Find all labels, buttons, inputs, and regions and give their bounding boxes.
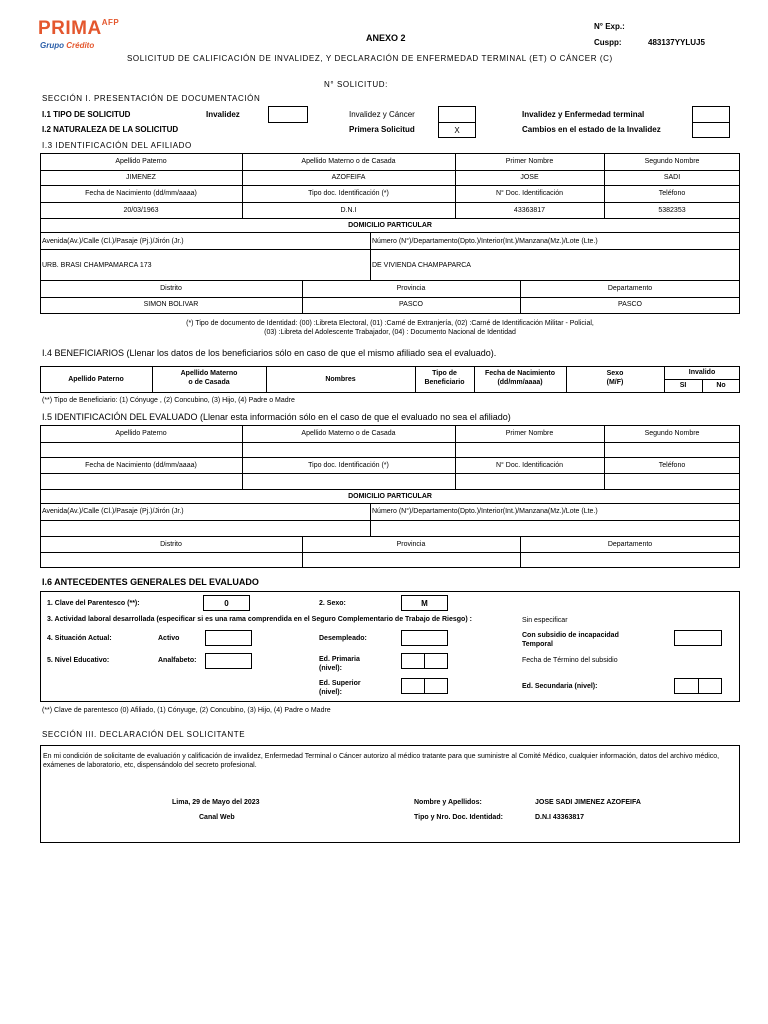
cuspp-value: 483137YYLUJ5 xyxy=(648,38,705,47)
declaracion-text: En mi condición de solicitante de evaluación y calificación de invalidez, Enfermedad Terminal o Cáncer autorizo al médico tratante para que suministre al Comité Médico, cualquier información, datos del archivo médico, exámenes de laboratorio, etc, dispensándolo del secreto profesional. xyxy=(43,753,720,769)
benef-h-sexo-1: Sexo xyxy=(606,370,624,377)
afiliado-h-nacimiento: Fecha de Nacimiento (dd/mm/aaaa) xyxy=(85,190,197,197)
sexo-field[interactable]: M xyxy=(401,595,448,611)
logo-credito-text: Crédito xyxy=(66,41,95,50)
nombre-label: Nombre y Apellidos: xyxy=(414,799,482,806)
annex-title: ANEXO 2 xyxy=(366,33,406,43)
evaluado-h-avenida: Avenida(Av.)/Calle (Cl.)/Pasaje (Pj.)/Jirón (Jr.) xyxy=(42,508,184,515)
nombre-value: JOSE SADI JIMENEZ AZOFEIFA xyxy=(535,799,641,806)
afiliado-numero: DE VIVIENDA CHAMPAPARCA xyxy=(372,262,471,269)
antecedentes-box xyxy=(40,591,740,702)
afiliado-h-avenida: Avenida(Av.)/Calle (Cl.)/Pasaje (Pj.)/Jirón (Jr.) xyxy=(42,238,184,245)
primaria-label-2: (nivel): xyxy=(319,665,342,672)
afiliado-h-nombre1: Primer Nombre xyxy=(505,158,554,165)
benef-h-si: SI xyxy=(679,382,687,389)
benef-h-fecha-2: (dd/mm/aaaa) xyxy=(497,379,543,386)
invalidez-label: Invalidez xyxy=(206,110,240,119)
afiliado-materno: AZOFEIFA xyxy=(331,174,366,181)
section1-title: SECCIÓN I. PRESENTACIÓN DE DOCUMENTACIÓN xyxy=(42,94,261,103)
prima-logo xyxy=(38,18,119,40)
benef-h-nombres: Nombres xyxy=(325,376,356,383)
clave-label: 1. Clave del Parentesco (**): xyxy=(47,600,140,607)
afiliado-nombre2: SADI xyxy=(663,174,681,181)
afiliado-h-paterno: Apellido Paterno xyxy=(115,158,167,165)
invalidez-cancer-label: Invalidez y Cáncer xyxy=(349,110,415,119)
benef-h-no: No xyxy=(716,382,726,389)
antecedentes-note: (**) Clave de parentesco (0) Afiliado, (1) Cónyuge, (2) Concubino, (3) Hijo, (4) Padre o Madre xyxy=(42,707,331,714)
logo-grupo-text: Grupo xyxy=(40,41,64,50)
afiliado-distrito: SIMON BOLIVAR xyxy=(143,301,199,308)
canal: Canal Web xyxy=(199,814,235,821)
benef-h-tipo-1: Tipo de xyxy=(432,370,457,377)
afiliado-nombre1: JOSE xyxy=(520,174,539,181)
evaluado-h-materno: Apellido Materno o de Casada xyxy=(301,430,396,437)
form-title: SOLICITUD DE CALIFICACIÓN DE INVALIDEZ, Y DECLARACIÓN DE ENFERMEDAD TERMINAL (ET) O CÁNCER (C) xyxy=(127,54,613,63)
cambios-checkbox[interactable] xyxy=(692,122,730,138)
doc-value: D.N.I 43363817 xyxy=(535,814,585,821)
evaluado-h-nombre2: Segundo Nombre xyxy=(644,430,700,437)
afiliado-paterno: JIMENEZ xyxy=(126,174,156,181)
benef-h-materno-2: o de Casada xyxy=(188,379,230,386)
subsidio-field[interactable] xyxy=(674,630,722,646)
afiliado-title: I.3 IDENTIFICACIÓN DEL AFILIADO xyxy=(42,141,192,150)
afiliado-avenida: URB. BRASI CHAMPAMARCA 173 xyxy=(42,262,152,269)
naturaleza-label: I.2 NATURALEZA DE LA SOLICITUD xyxy=(42,125,179,134)
evaluado-h-provincia: Provincia xyxy=(396,541,426,548)
evaluado-h-numero: Número (N°)/Departamento(Dpto.)/Interior(Int.)/Manzana(Mz.)/Lote (Lte.) xyxy=(372,508,598,515)
primera-solicitud-label: Primera Solicitud xyxy=(349,125,415,134)
evaluado-h-nombre1: Primer Nombre xyxy=(505,430,554,437)
afiliado-h-provincia: Provincia xyxy=(396,285,426,292)
analfabeto-field[interactable] xyxy=(205,653,252,669)
desempleado-field[interactable] xyxy=(401,630,448,646)
subsidio-label-2: Temporal xyxy=(522,641,553,648)
afiliado-h-nombre2: Segundo Nombre xyxy=(644,158,700,165)
invalidez-terminal-checkbox[interactable] xyxy=(692,106,730,123)
subsidio-label-1: Con subsidio de incapacidad xyxy=(522,632,619,639)
logo-prima-text: PRIMA xyxy=(38,18,102,39)
afiliado-note2: (03) :Libreta del Adolescente Trabajador, (04) : Documento Nacional de Identidad xyxy=(264,329,516,336)
actividad-label: 3. Actividad laboral desarrollada (especificar si es una rama comprendida en el Seguro Complementario de Trabajo de Riesgo) : xyxy=(47,616,472,623)
evaluado-h-nro-doc: N° Doc. Identificación xyxy=(496,462,563,469)
evaluado-h-tipo-doc: Tipo doc. Identificación (*) xyxy=(308,462,389,469)
activo-label: Activo xyxy=(158,635,180,642)
afiliado-domicilio-heading: DOMICILIO PARTICULAR xyxy=(348,222,432,229)
doc-label: Tipo y Nro. Doc. Identidad: xyxy=(414,814,503,821)
primera-solicitud-checkbox[interactable]: X xyxy=(438,122,476,138)
logo-afp-text: AFP xyxy=(101,18,120,27)
benef-h-materno-1: Apellido Materno xyxy=(180,370,238,377)
superior-label-1: Ed. Superior xyxy=(319,680,361,687)
actividad-value: Sin especificar xyxy=(522,617,568,624)
evaluado-domicilio-heading: DOMICILIO PARTICULAR xyxy=(348,493,432,500)
afiliado-tipo-doc: D.N.I xyxy=(340,207,357,214)
evaluado-h-nacimiento: Fecha de Nacimiento (dd/mm/aaaa) xyxy=(85,462,197,469)
activo-field[interactable] xyxy=(205,630,252,646)
invalidez-cancer-checkbox[interactable] xyxy=(438,106,476,123)
request-number-label: N° SOLICITUD: xyxy=(324,80,388,89)
afiliado-nro-doc: 43363817 xyxy=(513,207,546,214)
afiliado-departamento: PASCO xyxy=(618,301,642,308)
sexo-label: 2. Sexo: xyxy=(319,600,346,607)
beneficiarios-title: I.4 BENEFICIARIOS (Llenar los datos de los beneficiarios sólo en caso de que el mismo afiliado sea el evaluado). xyxy=(42,348,497,358)
afiliado-h-departamento: Departamento xyxy=(607,285,653,292)
cambios-label: Cambios en el estado de la Invalidez xyxy=(522,125,661,134)
situacion-label: 4. Situación Actual: xyxy=(47,635,112,642)
invalidez-checkbox[interactable] xyxy=(268,106,308,123)
cuspp-label: Cuspp: xyxy=(594,38,622,47)
afiliado-h-numero: Número (N°)/Departamento(Dpto.)/Interior(Int.)/Manzana(Mz.)/Lote (Lte.) xyxy=(372,238,598,245)
secundaria-label: Ed. Secundaria (nivel): xyxy=(522,683,598,690)
benef-h-paterno: Apellido Paterno xyxy=(68,376,124,383)
analfabeto-label: Analfabeto: xyxy=(158,657,197,664)
evaluado-h-paterno: Apellido Paterno xyxy=(115,430,167,437)
benef-h-invalido: Invalido xyxy=(688,369,716,376)
termino-label: Fecha de Término del subsidio xyxy=(522,657,618,664)
exp-label: N° Exp.: xyxy=(594,22,625,31)
evaluado-h-departamento: Departamento xyxy=(607,541,653,548)
benef-h-tipo-2: Beneficiario xyxy=(424,379,465,386)
afiliado-h-telefono: Teléfono xyxy=(658,190,686,197)
evaluado-h-telefono: Teléfono xyxy=(658,462,686,469)
afiliado-h-distrito: Distrito xyxy=(160,285,182,292)
evaluado-title: I.5 IDENTIFICACIÓN DEL EVALUADO (Llenar esta información sólo en el caso de que el evaluado no sea el afiliado) xyxy=(42,412,511,422)
lugar-fecha: Lima, 29 de Mayo del 2023 xyxy=(172,799,260,806)
evaluado-h-distrito: Distrito xyxy=(160,541,182,548)
nivel-label: 5. Nivel Educativo: xyxy=(47,657,110,664)
superior-label-2: (nivel): xyxy=(319,689,342,696)
tipo-solicitud-label: I.1 TIPO DE SOLICITUD xyxy=(42,110,131,119)
clave-field[interactable]: 0 xyxy=(203,595,250,611)
afiliado-h-tipo-doc: Tipo doc. Identificación (*) xyxy=(308,190,389,197)
afiliado-note1: (*) Tipo de documento de Identidad: (00) :Libreta Electoral, (01) :Carné de Extranjería, (02) :Carné de Identificación Militar - Policial, xyxy=(186,320,594,327)
afiliado-nacimiento: 20/03/1963 xyxy=(123,207,159,214)
antecedentes-title: I.6 ANTECEDENTES GENERALES DEL EVALUADO xyxy=(42,577,259,587)
afiliado-telefono: 5382353 xyxy=(658,207,686,214)
beneficiarios-note: (**) Tipo de Beneficiario: (1) Cónyuge , (2) Concubino, (3) Hijo, (4) Padre o Madre xyxy=(42,397,295,404)
afiliado-provincia: PASCO xyxy=(399,301,423,308)
section3-title: SECCIÓN III. DECLARACIÓN DEL SOLICITANTE xyxy=(42,730,246,739)
desempleado-label: Desempleado: xyxy=(319,635,367,642)
invalidez-terminal-label: Invalidez y Enfermedad terminal xyxy=(522,110,645,119)
afiliado-h-nro-doc: N° Doc. Identificación xyxy=(496,190,563,197)
afiliado-h-materno: Apellido Materno o de Casada xyxy=(301,158,396,165)
benef-h-sexo-2: (M/F) xyxy=(606,379,624,386)
grupo-credito-logo xyxy=(40,41,94,50)
benef-h-fecha-1: Fecha de Nacimiento xyxy=(484,370,556,377)
primaria-label-1: Ed. Primaria xyxy=(319,656,360,663)
